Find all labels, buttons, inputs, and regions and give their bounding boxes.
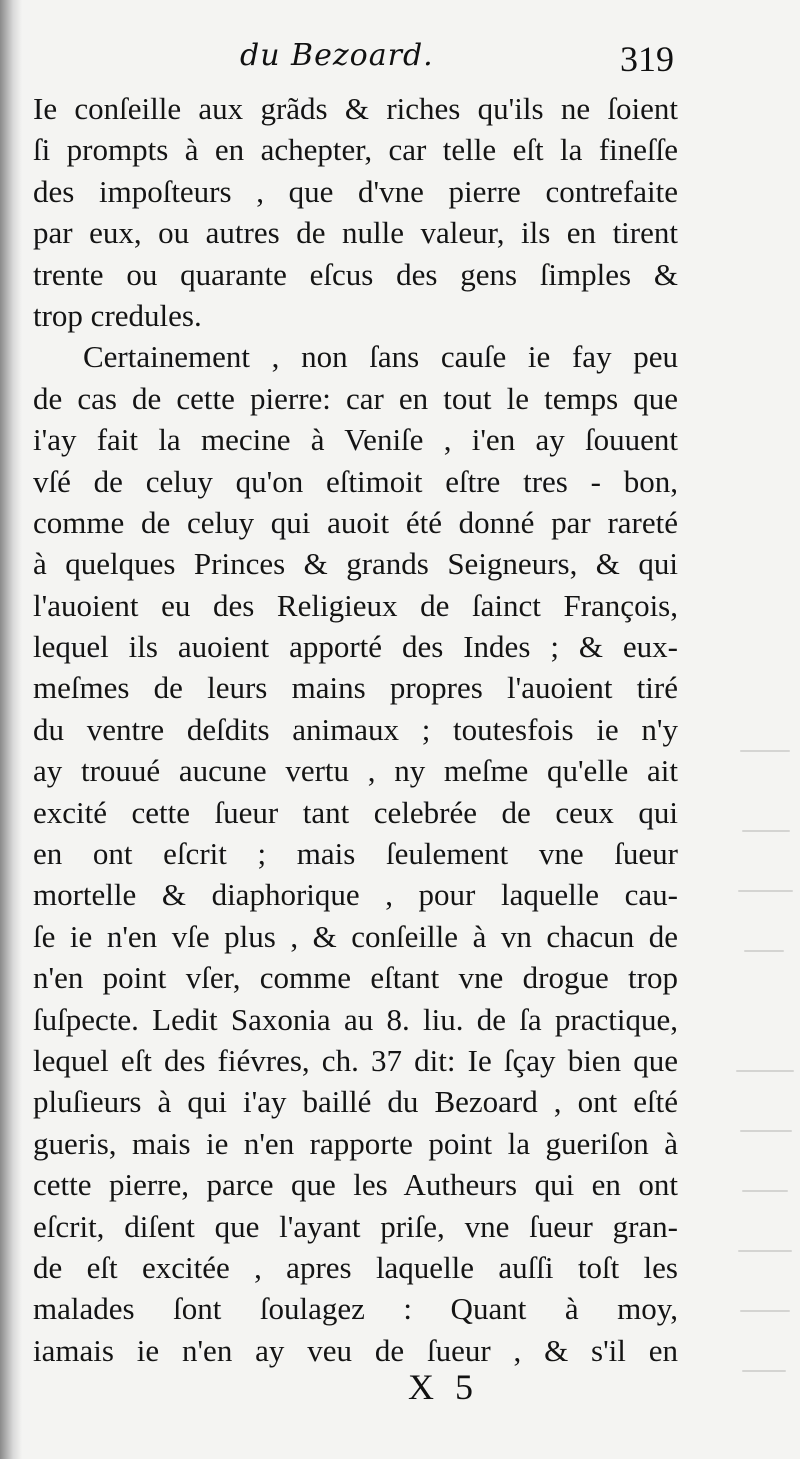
text-line: excité cette ſueur tant celebrée de ceux qui [33, 794, 678, 830]
text-line: ay trouué aucune vertu , ny meſme qu'elle ait [33, 753, 678, 789]
text-line: ſe ie n'en vſe plus , & conſeille à vn chacun de [33, 918, 678, 954]
text-line: iamais ie n'en ay veu de ſueur , & s'il en [33, 1332, 678, 1368]
paragraph-start-line: Certainement , non ſans cauſe ie fay peu [83, 339, 678, 375]
text-line: du ventre deſdits animaux ; toutesfois ie n'y [33, 711, 678, 747]
text-line: à quelques Princes & grands Seigneurs, & qui [33, 546, 678, 582]
gutter-shadow [0, 0, 22, 1459]
text-line: i'ay fait la mecine à Veniſe , i'en ay ſouuent [33, 422, 678, 458]
text-line: malades ſont ſoulagez : Quant à moy, [33, 1291, 678, 1327]
body-text [33, 88, 678, 1371]
text-line: mortelle & diaphorique , pour laquelle cau- [33, 877, 678, 913]
text-line: en ont eſcrit ; mais ſeulement vne ſueur [33, 836, 678, 872]
text-line: trop credules. [33, 297, 202, 333]
text-line: eſcrit, diſent que l'ayant priſe, vne ſueur gran- [33, 1208, 678, 1244]
text-line: l'auoient eu des Religieux de ſainct François, [33, 587, 678, 623]
text-line: de cas de cette pierre: car en tout le temps que [33, 380, 678, 416]
page-header [0, 38, 800, 88]
text-line: Ie conſeille aux grãds & riches qu'ils ne ſoient [33, 91, 678, 126]
show-through-marks [730, 740, 800, 1459]
signature-mark: X 5 [408, 1367, 479, 1407]
text-line: n'en point vſer, comme eſtant vne drogue trop [33, 960, 678, 996]
text-line: vſé de celuy qu'on eſtimoit eſtre tres - bon, [33, 463, 678, 499]
text-line: gueris, mais ie n'en rapporte point la gueriſon à [33, 1125, 678, 1161]
running-head: du Bezoard. [240, 38, 434, 73]
page-number: 319 [620, 39, 674, 79]
text-line: lequel ils auoient apporté des Indes ; & eux- [33, 629, 678, 665]
text-line: pluſieurs à qui i'ay baillé du Bezoard , ont eſté [33, 1084, 678, 1120]
text-line: par eux, ou autres de nulle valeur, ils en tirent [33, 215, 678, 251]
text-line: meſmes de leurs mains propres l'auoient tiré [33, 670, 678, 706]
text-line: ſuſpecte. Ledit Saxonia au 8. liu. de ſa practique, [33, 1001, 678, 1037]
text-line: trente ou quarante eſcus des gens ſimples & [33, 256, 678, 292]
text-line: comme de celuy qui auoit été donné par rareté [33, 504, 678, 540]
text-line: lequel eſt des fiévres, ch. 37 dit: Ie ſçay bien que [33, 1042, 678, 1078]
text-line: des impoſteurs , que d'vne pierre contrefaite [33, 173, 678, 209]
text-line: cette pierre, parce que les Autheurs qui en ont [33, 1167, 678, 1203]
text-line: de eſt excitée , apres laquelle auſſi toſt les [33, 1249, 678, 1285]
text-line: ſi prompts à en achepter, car telle eſt la fineſſe [33, 132, 678, 168]
